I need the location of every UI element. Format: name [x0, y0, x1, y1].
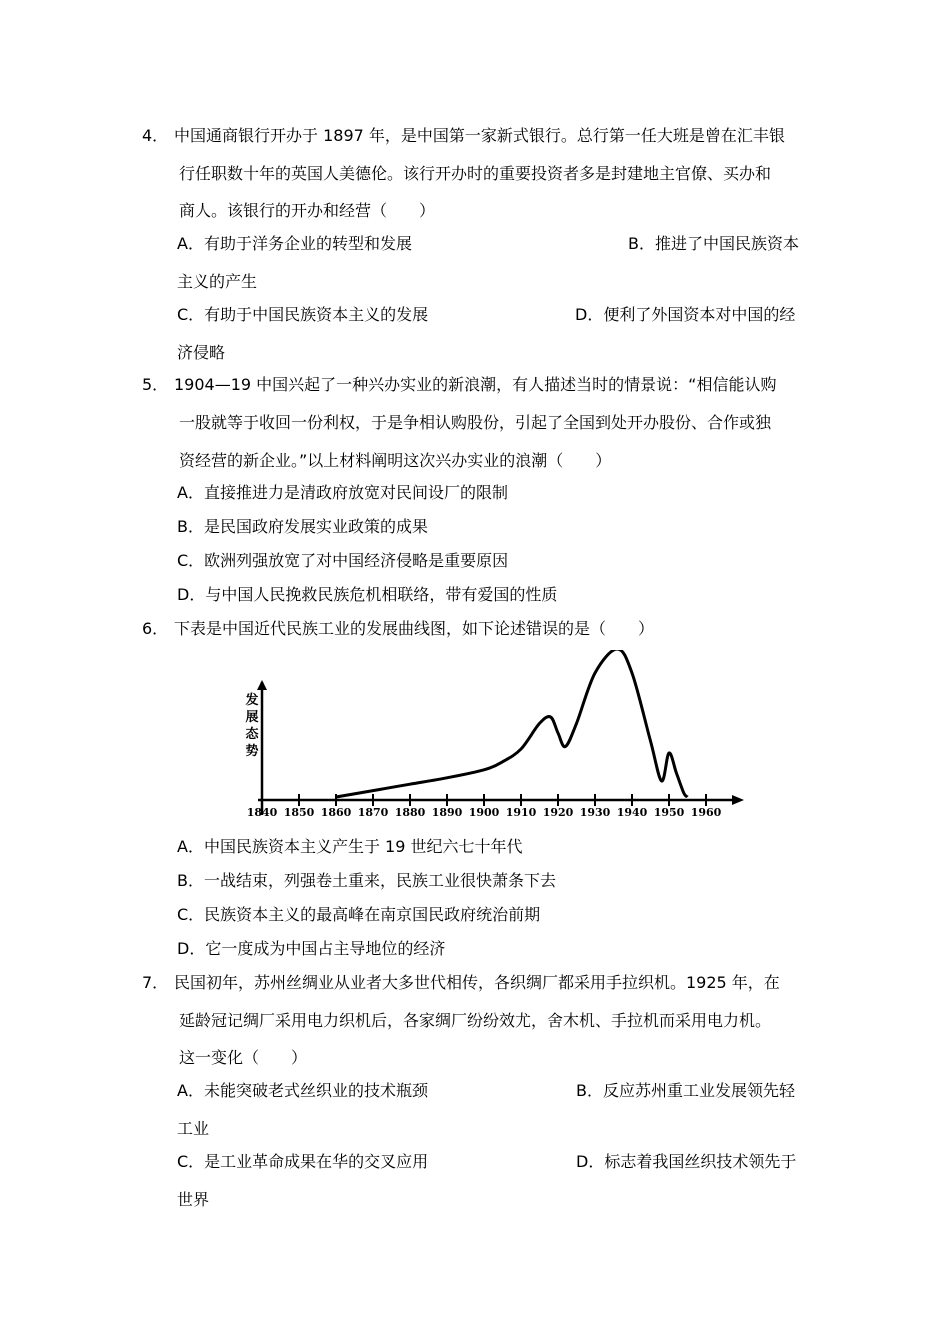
question-4-option-a: A．有助于洋务企业的转型和发展 [177, 234, 412, 253]
y-axis-arrow [257, 680, 267, 690]
question-6-option-b: B．一战结束，列强卷土重来，民族工业很快萧条下去 [177, 871, 556, 890]
x-tick-label: 1880 [394, 806, 426, 819]
question-7-option-a: A．未能突破老式丝织业的技术瓶颈 [177, 1081, 428, 1100]
question-7-stem-line-2: 延龄冠记绸厂采用电力织机后，各家绸厂纷纷效尤，舍木机、手拉机而采用电力机。 [179, 1011, 772, 1030]
question-4-option-b-cont: 主义的产生 [177, 272, 258, 291]
question-5-option-b: B．是民国政府发展实业政策的成果 [177, 517, 428, 536]
question-6-number: 6． [142, 619, 169, 638]
x-tick-label: 1840 [246, 806, 278, 819]
chart-y-label [244, 692, 259, 759]
x-tick-label: 1950 [653, 806, 685, 819]
question-6-option-a: A．中国民族资本主义产生于 19 世纪六七十年代 [177, 837, 523, 856]
y-axis-label-char: 展 [245, 710, 259, 725]
y-axis-label-char: 势 [245, 744, 259, 759]
chart-x-ticks [247, 794, 722, 819]
question-5-number: 5． [142, 375, 169, 394]
question-7-stem-line-3: 这一变化（ ） [179, 1048, 308, 1067]
question-5-option-d: D．与中国人民挽救民族危机相联络，带有爱国的性质 [177, 585, 558, 604]
question-4-stem-line-2: 行任职数十年的英国人美德伦。该行开办时的重要投资者多是封建地主官僚、买办和 [179, 164, 772, 183]
question-5-stem-line-1: 1904—19 中国兴起了一种兴办实业的新浪潮，有人描述当时的情景说：“相信能认购 [174, 375, 777, 394]
question-4-stem-line-3: 商人。该银行的开办和经营（ ） [179, 201, 436, 220]
x-tick-label: 1850 [283, 806, 315, 819]
x-tick-label: 1920 [542, 806, 574, 819]
question-5-stem-line-3: 资经营的新企业。”以上材料阐明这次兴办实业的浪潮（ ） [179, 451, 612, 470]
x-tick-label: 1940 [616, 806, 648, 819]
development-curve [336, 650, 688, 797]
x-tick-label: 1890 [431, 806, 463, 819]
chart-svg [232, 650, 752, 825]
x-axis-arrow [732, 795, 744, 805]
question-6-option-d: D．它一度成为中国占主导地位的经济 [177, 939, 446, 958]
y-axis-label-char: 发 [245, 693, 259, 708]
question-4-stem-line-1: 中国通商银行开办于 1897 年，是中国第一家新式银行。总行第一任大班是曾在汇丰银 [174, 126, 785, 145]
x-tick-label: 1860 [320, 806, 352, 819]
industry-development-chart [232, 650, 752, 825]
question-6-option-c: C．民族资本主义的最高峰在南京国民政府统治前期 [177, 905, 541, 924]
chart-series [336, 650, 688, 797]
question-4-option-d: D．便利了外国资本对中国的经 [575, 305, 796, 324]
question-7-option-d-cont: 世界 [177, 1190, 210, 1209]
question-7-stem-line-1: 民国初年，苏州丝绸业从业者大多世代相传，各织绸厂都采用手拉织机。1925 年，在 [174, 973, 780, 992]
question-7-number: 7． [142, 973, 169, 992]
question-5-option-c: C．欧洲列强放宽了对中国经济侵略是重要原因 [177, 551, 509, 570]
question-4-number: 4． [142, 126, 169, 145]
question-7-option-c: C．是工业革命成果在华的交叉应用 [177, 1152, 429, 1171]
question-4-option-c: C．有助于中国民族资本主义的发展 [177, 305, 429, 324]
x-tick-label: 1870 [357, 806, 389, 819]
question-4-option-d-cont: 济侵略 [177, 343, 226, 362]
chart-axes [257, 680, 744, 815]
x-tick-label: 1930 [579, 806, 611, 819]
question-7-option-b-cont: 工业 [177, 1119, 210, 1138]
y-axis-label-char: 态 [245, 727, 259, 742]
question-7-option-b: B．反应苏州重工业发展领先轻 [576, 1081, 795, 1100]
question-7-option-d: D．标志着我国丝织技术领先于 [576, 1152, 797, 1171]
question-4-option-b: B．推进了中国民族资本 [628, 234, 799, 253]
question-5-option-a: A．直接推进力是清政府放宽对民间设厂的限制 [177, 483, 508, 502]
question-6-stem-line-1: 下表是中国近代民族工业的发展曲线图，如下论述错误的是（ ） [174, 619, 655, 638]
x-tick-label: 1900 [468, 806, 500, 819]
x-tick-label: 1910 [505, 806, 537, 819]
x-tick-label: 1960 [690, 806, 722, 819]
question-5-stem-line-2: 一股就等于收回一份利权，于是争相认购股份，引起了全国到处开办股份、合作或独 [179, 413, 772, 432]
